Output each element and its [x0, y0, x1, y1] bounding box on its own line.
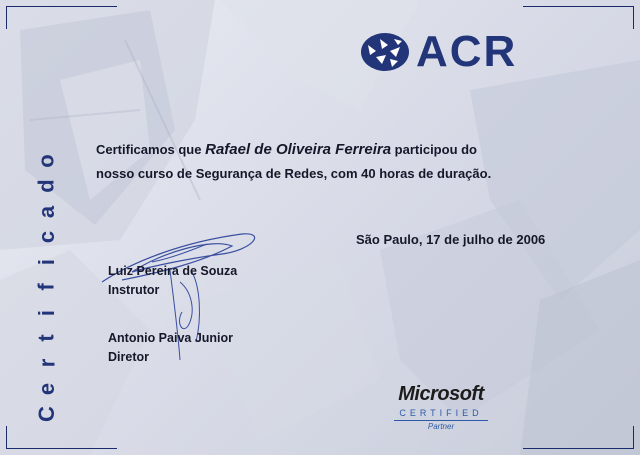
vertical-title-letter: r	[34, 359, 59, 368]
signatory-role: Diretor	[108, 350, 149, 364]
vertical-title-letter: c	[34, 230, 59, 244]
globe-icon	[360, 31, 410, 73]
corner-frame-bottom-left	[6, 426, 117, 449]
signatory-name: Antonio Paiva Junior	[108, 331, 234, 345]
vertical-title-letter: a	[34, 205, 59, 218]
recipient-name: Rafael de Oliveira Ferreira	[205, 141, 392, 158]
certified-label: CERTIFIED	[399, 408, 483, 418]
microsoft-certified-partner-badge	[386, 384, 496, 431]
signatory-name: Luiz Pereira de Souza	[108, 264, 238, 278]
statement-line-2: nosso curso de Segurança de Redes, com 40 horas de duração.	[96, 166, 492, 181]
vertical-title-letter: t	[33, 334, 59, 342]
microsoft-wordmark: Microsoft	[398, 383, 484, 405]
corner-frame-bottom-right	[523, 426, 634, 449]
certificate-statement	[96, 138, 596, 186]
badge-divider	[394, 420, 488, 421]
vertical-title-letter: e	[34, 382, 59, 395]
vertical-title-certificado	[35, 150, 59, 425]
logo-wordmark: ACR	[416, 27, 518, 76]
corner-frame-top-left	[6, 6, 117, 29]
vertical-title-letter: C	[33, 406, 59, 422]
vertical-title-letter: f	[33, 283, 59, 292]
statement-suffix: participou do	[394, 142, 478, 157]
acr-logo	[360, 27, 518, 76]
vertical-title-letter: i	[34, 259, 59, 266]
signatory-role: Instrutor	[108, 283, 160, 297]
corner-frame-top-right	[523, 6, 634, 29]
issue-date: São Paulo, 17 de julho de 2006	[356, 232, 546, 247]
signatory-director	[108, 329, 233, 367]
vertical-title-letter: o	[33, 154, 59, 168]
statement-line-1	[96, 138, 596, 162]
signatory-instructor	[108, 262, 237, 300]
partner-label: Partner	[427, 422, 455, 431]
vertical-title-letter: d	[33, 179, 59, 194]
vertical-title-letter: i	[34, 309, 59, 316]
statement-prefix: Certificamos que	[96, 142, 202, 157]
